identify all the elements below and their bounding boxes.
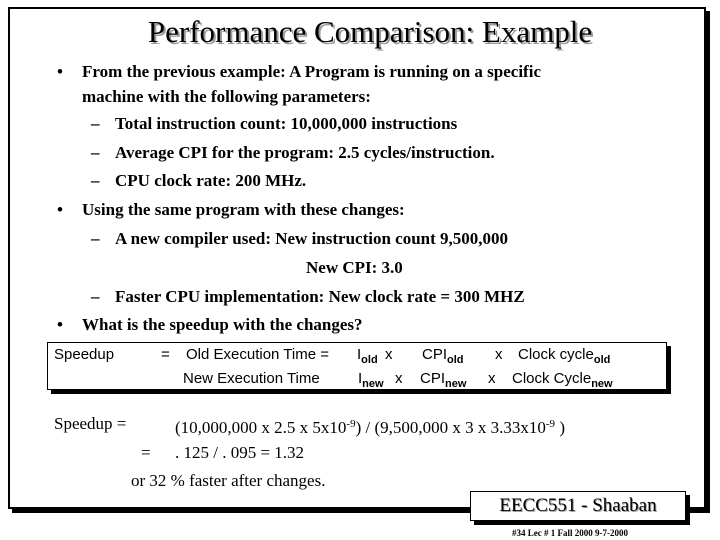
sub-item-instruction-count: Total instruction count: 10,000,000 instructions (115, 114, 458, 133)
bullet-icon: • (57, 200, 63, 219)
dash-icon: – (91, 287, 100, 306)
formula-old-execution-time: Old Execution Time = (186, 346, 329, 363)
dash-icon: – (91, 143, 100, 162)
formula-times: x (488, 370, 496, 387)
sub-item-new-cpi: New CPI: 3.0 (306, 258, 403, 277)
formula-cpi-old: $CPI_{old}$ (422, 346, 464, 366)
formula-times: x (495, 346, 503, 363)
formula-clock-cycle-new: Clock Cycle$_{new}$ (512, 370, 613, 390)
speedup-formula-box (47, 342, 667, 390)
bullet-1-line-1: From the previous example: A Program is running on a specific (82, 62, 541, 81)
calc-line-2: . 125 / . 095 = 1.32 (175, 443, 305, 462)
calc-line-1: (10,000,000 x 2.5 x $5x10^{-9}) / (9,500,000$ x 3 x $3.33x10^{-9}$ ) (175, 418, 565, 437)
bullet-2: Using the same program with these changes: (82, 200, 405, 219)
bullet-icon: • (57, 62, 63, 81)
slide-title: Performance Comparison: Example (147, 14, 593, 49)
formula-instruction-count-new: $I_{new}$ (358, 370, 384, 390)
sub-item-faster-cpu: Faster CPU implementation: New clock rate = 300 MHZ (115, 287, 525, 306)
bullet-3: What is the speedup with the changes? (82, 315, 363, 334)
formula-times: x (395, 370, 403, 387)
bullet-1-line-2: machine with the following parameters: (82, 87, 371, 106)
formula-times: x (385, 346, 393, 363)
sub-item-clock-rate: CPU clock rate: 200 MHz. (115, 171, 307, 190)
calc-conclusion: or 32 % faster after changes. (131, 471, 326, 490)
dash-icon: – (91, 171, 100, 190)
formula-clock-cycle-old: Clock cycle$_{old}$ (518, 346, 611, 366)
formula-new-execution-time: New Execution Time (183, 370, 320, 387)
calc-speedup-label: Speedup = (54, 414, 127, 433)
sub-item-new-compiler: A new compiler used: New instruction count 9,500,000 (115, 229, 509, 248)
course-badge: EECC551 - Shaaban (470, 491, 686, 521)
calc-equals: = (141, 443, 151, 462)
dash-icon: – (91, 229, 100, 248)
bullet-icon: • (57, 315, 63, 334)
formula-speedup-label: Speedup (54, 346, 115, 363)
sub-item-average-cpi: Average CPI for the program: 2.5 cycles/instruction. (115, 143, 495, 162)
formula-instruction-count-old: $I_{old}$ (357, 346, 378, 366)
dash-icon: – (91, 114, 100, 133)
formula-cpi-new: $CPI_{new}$ (420, 370, 467, 390)
slide-footer: #34 Lec # 1 Fall 2000 9-7-2000 (512, 528, 628, 538)
formula-equals: = (161, 346, 170, 363)
